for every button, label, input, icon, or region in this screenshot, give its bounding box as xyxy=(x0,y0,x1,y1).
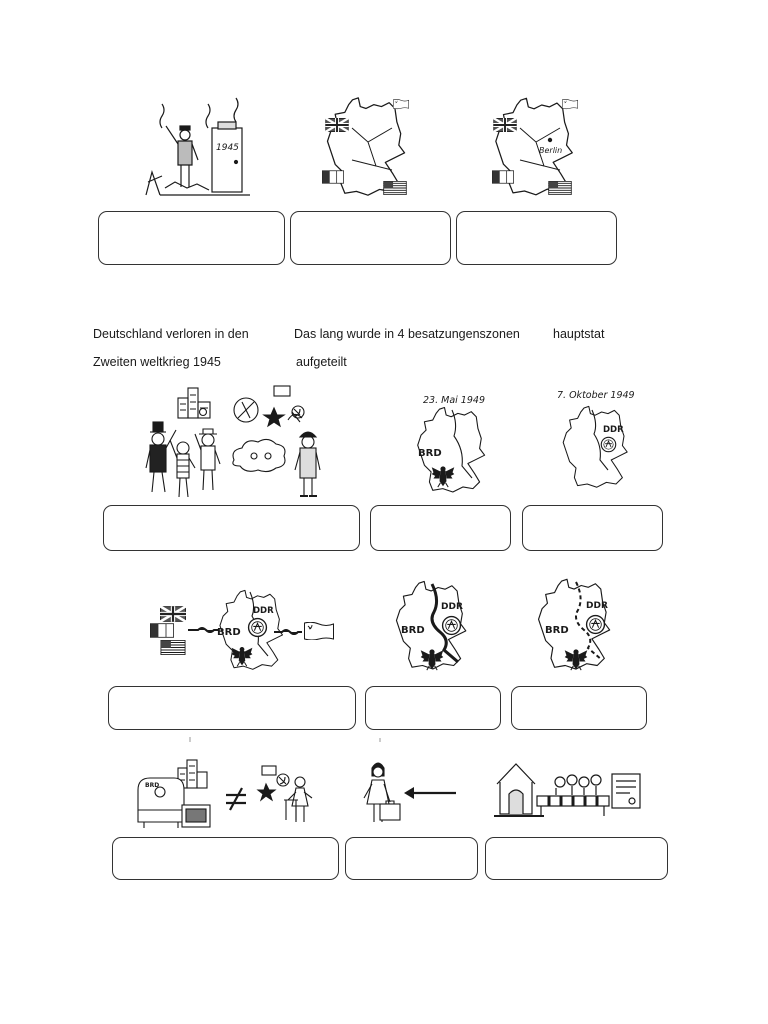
brd-label: BRD xyxy=(217,627,241,638)
ddr-label: DDR xyxy=(441,602,463,612)
us-flag-icon xyxy=(548,181,571,194)
ddr-label: DDR xyxy=(603,425,624,435)
federal-eagle-icon xyxy=(421,649,444,670)
door-year-label: 1945 xyxy=(216,143,239,153)
defeat-1945-sketch xyxy=(146,98,250,195)
brd-founding-map-icon xyxy=(418,395,485,492)
armchair-tv-icon xyxy=(138,778,210,828)
hammer-sickle-star-icon xyxy=(258,766,289,800)
guard-house-icon xyxy=(494,764,544,816)
soviet-flag-icon xyxy=(305,622,334,640)
answer-box-1-3[interactable] xyxy=(456,211,617,265)
berlin-map-icon xyxy=(492,98,577,195)
thought-cloud-icon xyxy=(233,439,285,471)
not-equal-icon xyxy=(226,788,246,810)
uk-flag-icon xyxy=(493,118,516,132)
handshake-left-icon xyxy=(188,628,218,632)
france-flag-icon xyxy=(150,624,173,638)
federal-eagle-icon xyxy=(232,647,253,666)
answer-box-4-1[interactable] xyxy=(112,837,339,880)
caption-capital: hauptstat xyxy=(553,327,605,341)
answer-box-3-2[interactable] xyxy=(365,686,501,730)
caption-defeat-line2: Zweiten weltkrieg 1945 xyxy=(93,355,221,369)
stray-mark xyxy=(190,737,380,742)
answer-box-4-3[interactable] xyxy=(485,837,668,880)
federal-eagle-icon xyxy=(432,466,455,487)
soviet-flag-icon xyxy=(562,99,577,108)
answer-box-2-1[interactable] xyxy=(103,505,360,551)
ddr-label: DDR xyxy=(253,606,274,616)
hammer-sickle-star-icon xyxy=(264,386,304,426)
answer-box-4-2[interactable] xyxy=(345,837,478,880)
berlin-label: Berlin xyxy=(539,146,563,155)
ddr-emblem-icon xyxy=(587,616,605,634)
caption-zones-line1: Das lang wurde in 4 besatzungenszonen xyxy=(294,327,520,341)
ddr-founding-date-label: 7. Oktober 1949 xyxy=(557,390,635,401)
berlin-marker-icon xyxy=(548,138,552,142)
arrow-left-icon xyxy=(404,787,456,799)
france-flag-icon xyxy=(492,171,513,183)
brd-label: BRD xyxy=(401,625,425,636)
answer-box-1-1[interactable] xyxy=(98,211,285,265)
wall-fall-map-icon xyxy=(539,579,610,670)
uk-flag-icon xyxy=(325,118,348,132)
caption-defeat-line1: Deutschland verloren in den xyxy=(93,327,249,341)
brd-label: BRD xyxy=(145,782,160,789)
brd-label: BRD xyxy=(418,448,442,459)
compass-icon xyxy=(234,398,258,422)
border-barrier-icon xyxy=(537,796,609,816)
brd-label: BRD xyxy=(545,625,569,636)
handshake-right-icon xyxy=(274,630,302,634)
answer-box-3-1[interactable] xyxy=(108,686,356,730)
worker-figure-icon xyxy=(170,440,195,497)
capitalist-figure-icon xyxy=(146,422,176,492)
soviet-flag-icon xyxy=(393,99,408,108)
western-buildings-icon xyxy=(178,388,210,418)
ddr-emblem-icon xyxy=(249,619,267,637)
us-flag-icon xyxy=(383,181,406,194)
refugee-woman-icon xyxy=(364,763,400,822)
allies-handshake-map-icon xyxy=(150,590,333,669)
brd-founding-date-label: 23. Mai 1949 xyxy=(423,395,485,406)
answer-box-2-3[interactable] xyxy=(522,505,663,551)
border-crossing-sketch xyxy=(494,764,640,816)
answer-box-2-2[interactable] xyxy=(370,505,511,551)
cold-war-parties-sketch xyxy=(146,386,320,497)
caption-zones-line2: aufgeteilt xyxy=(296,355,347,369)
waiting-people-icon xyxy=(555,775,601,795)
document-icon xyxy=(612,774,640,808)
west-vs-east-life-sketch xyxy=(138,760,312,828)
ddr-emblem-icon xyxy=(601,437,615,451)
berlin-wall-map-icon xyxy=(396,581,465,670)
cowboy-figure-icon xyxy=(195,429,220,490)
occupation-zones-map-icon xyxy=(322,98,408,195)
france-flag-icon xyxy=(322,171,343,183)
answer-box-3-3[interactable] xyxy=(511,686,647,730)
ddr-founding-map-icon xyxy=(557,390,635,487)
uk-flag-icon xyxy=(160,606,186,622)
ddr-emblem-icon xyxy=(443,617,461,635)
ddr-label: DDR xyxy=(586,601,608,611)
answer-box-1-2[interactable] xyxy=(290,211,451,265)
soviet-soldier-icon xyxy=(295,432,320,496)
us-flag-icon xyxy=(161,640,186,654)
